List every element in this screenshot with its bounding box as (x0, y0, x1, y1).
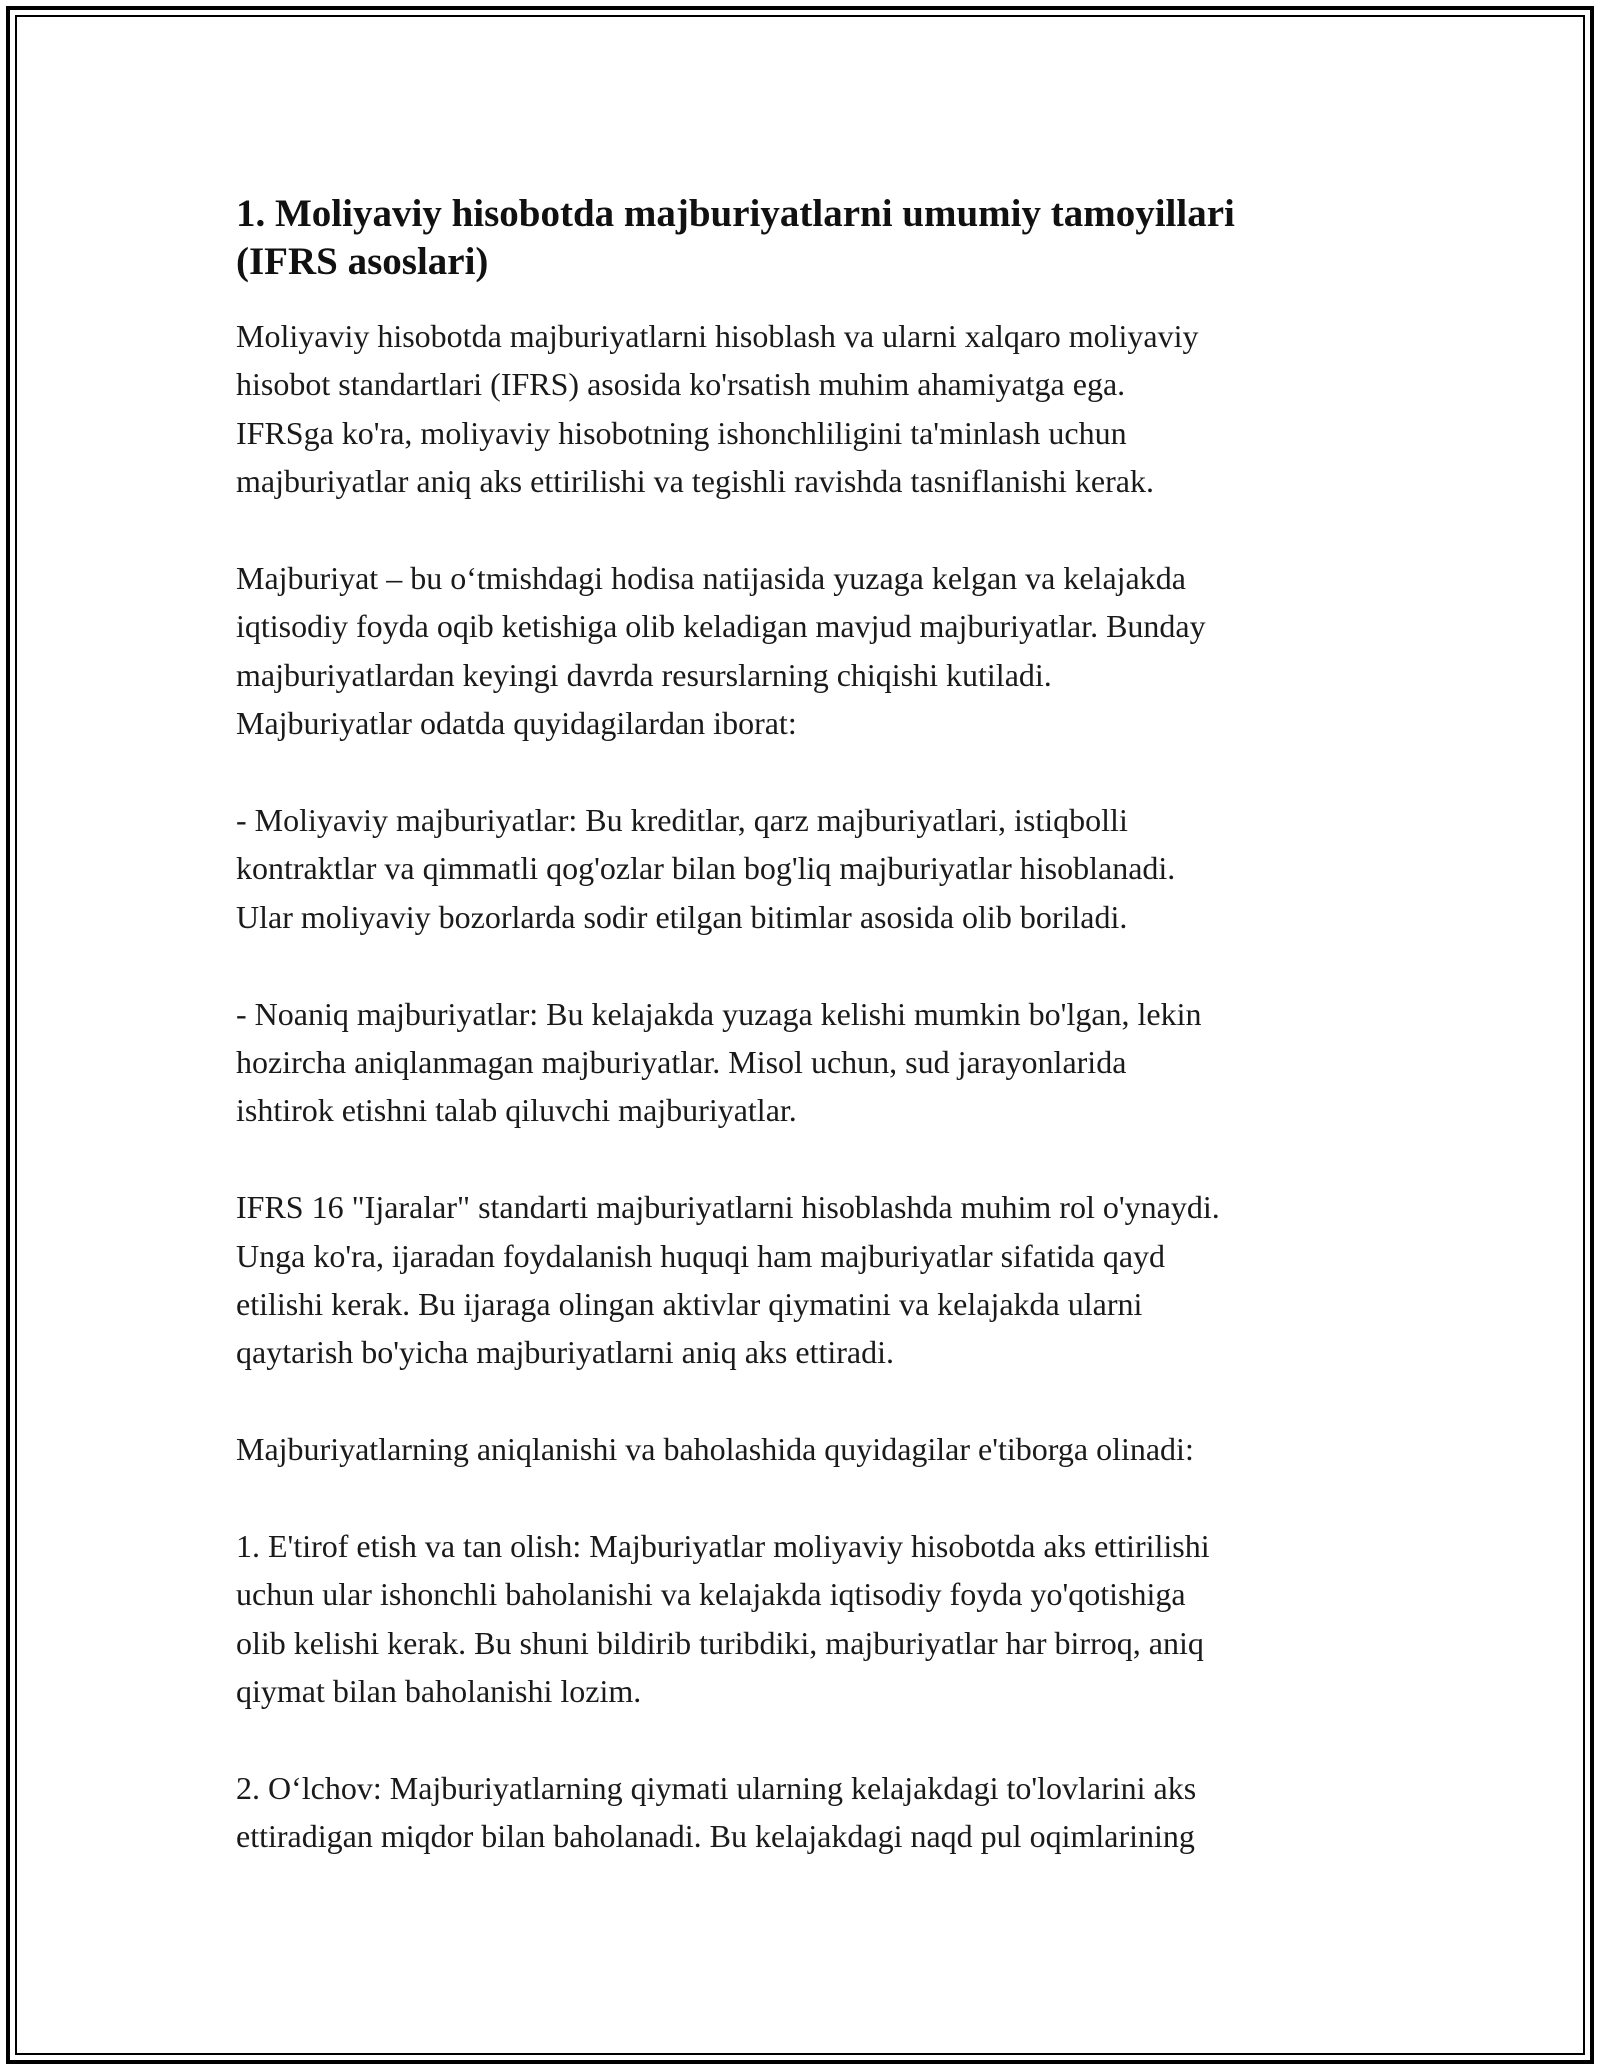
paragraph-criteria-intro: Majburiyatlarning aniqlanishi va baholashida quyidagilar e'tiborga olinadi: (236, 1431, 1194, 1468)
paragraph-contingent-liabilities: - Noaniq majburiyatlar: Bu kelajakda yuzaga kelishi mumkin bo'lgan, lekin hozircha aniqlanmagan majburiyatlar. Misol uchun, sud jarayonlarida ishtirok etishni talab qiluvchi majburiyatlar. (236, 995, 1202, 1129)
paragraph-ifrs16: IFRS 16 "Ijaralar" standarti majburiyatlarni hisoblashda muhim rol o'ynaydi. Unga ko'ra, ijaradan foydalanish huquqi ham majburiyatlar sifatida qayd etilishi kerak. Bu ijaraga olingan aktivlar qiymatini va kelajakda ularni qaytarish bo'yicha majburiyatlarni aniq aks ettiradi. (236, 1189, 1220, 1371)
paragraph-recognition: 1. E'tirof etish va tan olish: Majburiyatlar moliyaviy hisobotda aks ettirilishi uchun ular ishonchli baholanishi va kelajakda iqtisodiy foyda yo'qotishiga olib kelishi kerak. Bu shuni bildirib turibdiki, majburiyatlar har birroq, aniq qiymat bilan baholanishi lozim. (236, 1528, 1210, 1710)
paragraph-financial-liabilities: - Moliyaviy majburiyatlar: Bu kreditlar, qarz majburiyatlari, istiqbolli kontraktlar va qimmatli qog'ozlar bilan bog'liq majburiyatlar hisoblanadi. Ular moliyaviy bozorlarda sodir etilgan bitimlar asosida olib boriladi. (236, 802, 1176, 935)
paragraph-definition: Majburiyat – bu o‘tmishdagi hodisa natijasida yuzaga kelgan va kelajakda iqtisodiy foyda oqib ketishiga olib keladigan mavjud majburiyatlar. Bunday majburiyatlardan keyingi davrda resurslarning chiqishi kutiladi. Majburiyatlar odatda quyidagilardan iborat: (236, 560, 1206, 742)
paragraph-intro: Moliyaviy hisobotda majburiyatlarni hisoblash va ularni xalqaro moliyaviy hisobot standartlari (IFRS) asosida ko'rsatish muhim ahamiyatga ega. IFRSga ko'ra, moliyaviy hisobotning ishonchliligini ta'minlash uchun majburiyatlar aniq aks ettirilishi va tegishli ravishda tasniflanishi kerak. (236, 318, 1199, 500)
paragraph-measurement: 2. O‘lchov: Majburiyatlarning qiymati ularning kelajakdagi to'lovlarini aks ettiradigan miqdor bilan baholanadi. Bu kelajakdagi naqd pul oqimlarining (236, 1770, 1197, 1855)
document-body (236, 190, 1376, 1861)
document-title: 1. Moliyaviy hisobotda majburiyatlarni umumiy tamoyillari (IFRS asoslari) (236, 192, 1235, 283)
